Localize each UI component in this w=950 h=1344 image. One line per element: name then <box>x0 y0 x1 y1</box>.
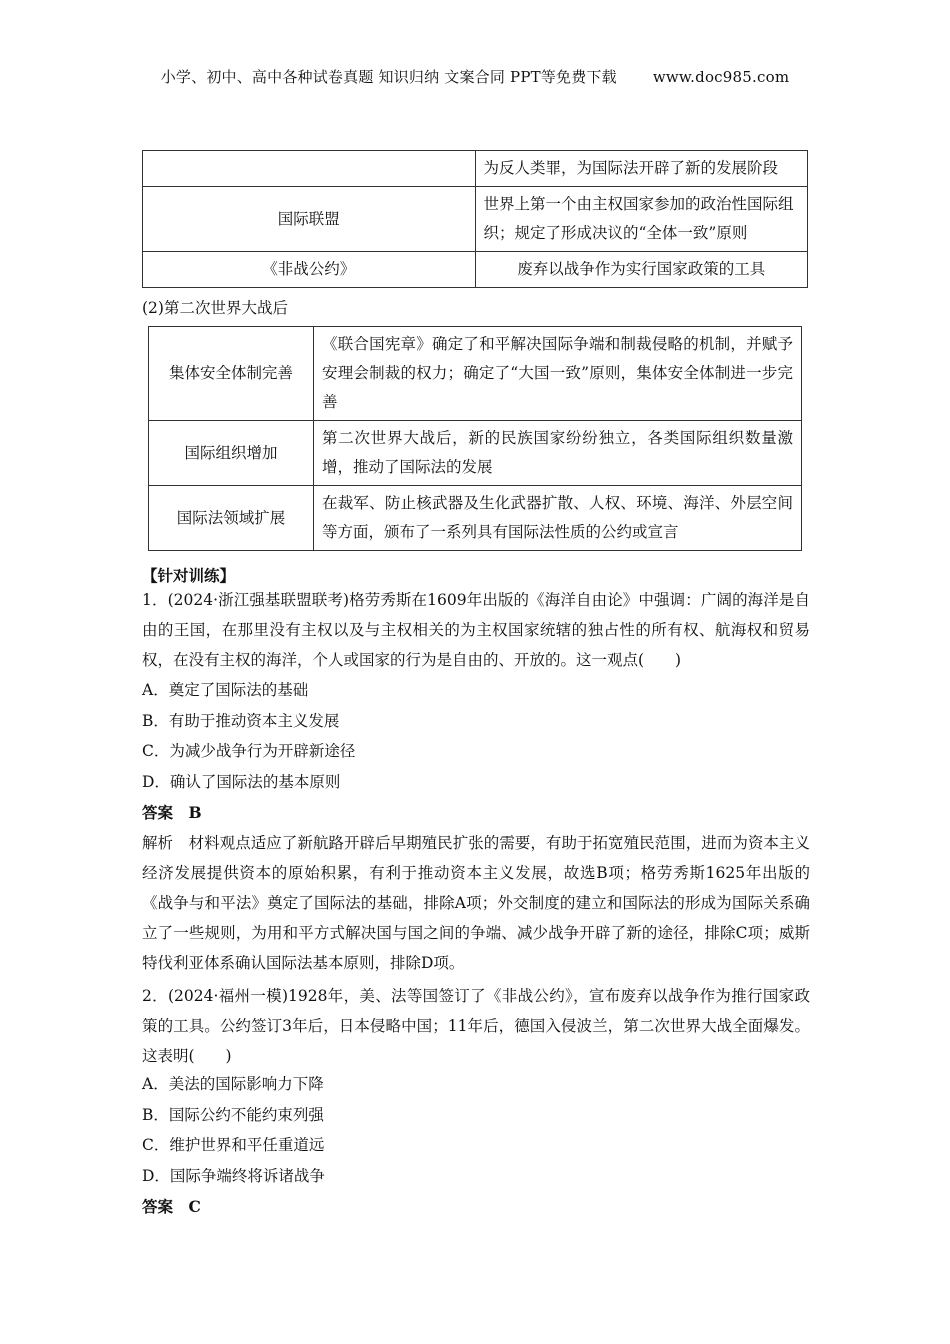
table-cell-label <box>143 151 476 187</box>
training-heading: 【针对训练】 <box>142 566 236 585</box>
question-2-option-a: A．美法的国际影响力下降 <box>142 1075 324 1093</box>
question-1-option-b: B．有助于推动资本主义发展 <box>142 712 340 730</box>
table-row <box>149 421 802 486</box>
question-2-option-c: C．维护世界和平任重道远 <box>142 1136 325 1154</box>
question-1-stem: 1．(2024·浙江强基联盟联考)格劳秀斯在1609年出版的《海洋自由论》中强调：广阔的海洋是自由的王国，在那里没有主权以及与主权相关的为主权国家统辖的独占性的所有权、航海权和贸易权，在没有主权的海洋，个人或国家的行为是自由的、开放的。这一观点( ) <box>142 591 810 669</box>
table-cell-text: 第二次世界大战后，新的民族国家纷纷独立，各类国际组织数量激增，推动了国际法的发展 <box>314 421 802 486</box>
table-cell-text: 为反人类罪，为国际法开辟了新的发展阶段 <box>475 151 808 187</box>
section-title: (2)第二次世界大战后 <box>142 299 288 317</box>
question-1-analysis: 解析 材料观点适应了新航路开辟后早期殖民扩张的需要，有助于拓宽殖民范围，进而为资本主义经济发展提供资本的原始积累，有利于推动资本主义发展，故选B项；格劳秀斯1625年出版的《战争与和平法》奠定了国际法的基础，排除A项；外交制度的建立和国际法的形成为国际关系确立了一些规则，为用和平方式解决国与国之间的争端、减少战争开辟了新的途径，排除C项；威斯特伐利亚体系确认国际法基本原则，排除D项。 <box>142 834 810 972</box>
question-1-option-c: C．为减少战争行为开辟新途径 <box>142 742 356 760</box>
page-header <box>0 66 950 87</box>
question-2-answer: 答案 C <box>142 1197 201 1216</box>
header-slogan: 小学、初中、高中各种试卷真题 知识归纳 文案合同 PPT等免费下载 <box>160 68 617 86</box>
table-row <box>143 252 808 288</box>
question-1-option-a: A．奠定了国际法的基础 <box>142 681 309 699</box>
table-cell-text: 在裁军、防止核武器及生化武器扩散、人权、环境、海洋、外层空间等方面，颁布了一系列具有国际法性质的公约或宣言 <box>314 486 802 551</box>
header-url[interactable]: www.doc985.com <box>652 68 790 86</box>
table-international-law-post-ww2 <box>148 326 802 551</box>
question-1-option-d: D．确认了国际法的基本原则 <box>142 773 341 791</box>
table-cell-label: 国际组织增加 <box>149 421 314 486</box>
table-row <box>149 486 802 551</box>
table-cell-label: 国际法领域扩展 <box>149 486 314 551</box>
table-cell-label: 《非战公约》 <box>143 252 476 288</box>
question-2-option-d: D．国际争端终将诉诸战争 <box>142 1167 325 1185</box>
table-international-law-pre-ww2 <box>142 150 808 288</box>
question-2-option-b: B．国际公约不能约束列强 <box>142 1106 324 1124</box>
question-1-answer: 答案 B <box>142 803 202 822</box>
table-cell-text: 废弃以战争作为实行国家政策的工具 <box>475 252 808 288</box>
table-cell-label: 国际联盟 <box>143 187 476 252</box>
table-row <box>143 151 808 187</box>
table-cell-text: 世界上第一个由主权国家参加的政治性国际组织；规定了形成决议的“全体一致”原则 <box>475 187 808 252</box>
table-row <box>149 327 802 421</box>
table-cell-label: 集体安全体制完善 <box>149 327 314 421</box>
table-row <box>143 187 808 252</box>
table-cell-text: 《联合国宪章》确定了和平解决国际争端和制裁侵略的机制，并赋予安理会制裁的权力；确定了“大国一致”原则，集体安全体制进一步完善 <box>314 327 802 421</box>
question-2-stem: 2．(2024·福州一模)1928年，美、法等国签订了《非战公约》，宣布废弃以战争作为推行国家政策的工具。公约签订3年后，日本侵略中国；11年后，德国入侵波兰，第二次世界大战全面爆发。这表明( ) <box>142 987 810 1065</box>
